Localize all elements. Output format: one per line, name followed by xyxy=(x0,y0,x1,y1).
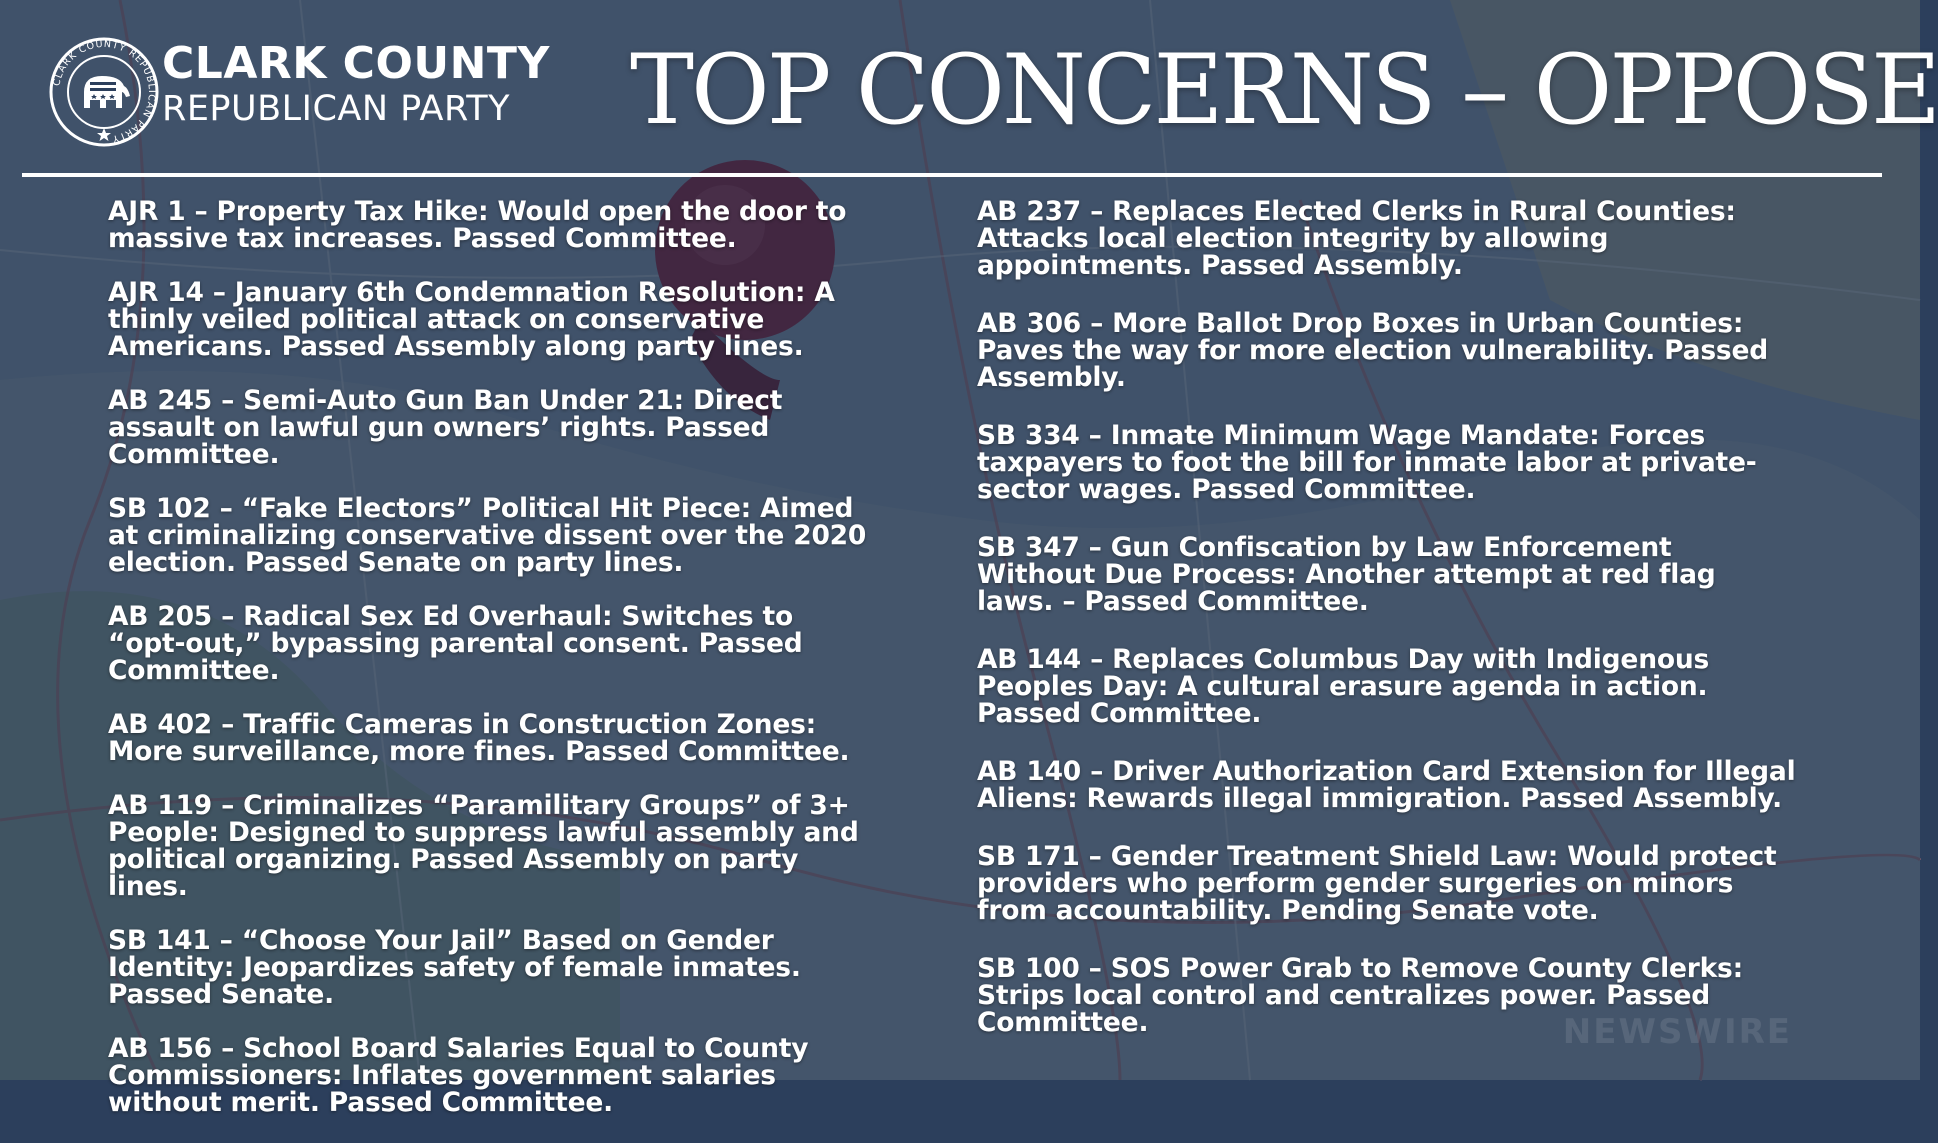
concern-item-ab306: AB 306 – More Ballot Drop Boxes in Urban Counties: Paves the way for more election vulnerability. Passed Assembly. xyxy=(977,308,1769,393)
party-name xyxy=(162,38,550,129)
concern-item-sb100: SB 100 – SOS Power Grab to Remove County Clerks: Strips local control and centralizes power. Passed Committee. xyxy=(977,953,1744,1038)
party-name-line1: CLARK COUNTY xyxy=(162,38,550,89)
concern-item-ab119: AB 119 – Criminalizes “Paramilitary Groups” of 3+ People: Designed to suppress lawful assembly and political organizing. Passed Assembly on party lines. xyxy=(108,790,859,902)
party-seal-logo xyxy=(48,36,160,148)
concern-item-ab140: AB 140 – Driver Authorization Card Extension for Illegal Aliens: Rewards illegal immigration. Passed Assembly. xyxy=(977,756,1796,814)
concern-item-ab144: AB 144 – Replaces Columbus Day with Indigenous Peoples Day: A cultural erasure agenda in action. Passed Committee. xyxy=(977,644,1710,729)
concern-item-sb102: SB 102 – “Fake Electors” Political Hit Piece: Aimed at criminalizing conservative dissent over the 2020 election. Passed Senate on party lines. xyxy=(108,493,867,578)
concern-item-ajr14: AJR 14 – January 6th Condemnation Resolution: A thinly veiled political attack on conservative Americans. Passed Assembly along party lines. xyxy=(108,277,835,362)
svg-text:CLARK COUNTY REPUBLICAN PARTY: CLARK COUNTY REPUBLICAN PARTY xyxy=(51,38,158,145)
concern-item-sb171: SB 171 – Gender Treatment Shield Law: Would protect providers who perform gender surgeries on minors from accountability. Pending Senate vote. xyxy=(977,841,1777,926)
concern-item-ab156: AB 156 – School Board Salaries Equal to County Commissioners: Inflates government salaries without merit. Passed Committee. xyxy=(108,1033,809,1118)
concern-item-sb347: SB 347 – Gun Confiscation by Law Enforcement Without Due Process: Another attempt at red flag laws. – Passed Committee. xyxy=(977,532,1716,617)
concern-item-ab245: AB 245 – Semi-Auto Gun Ban Under 21: Direct assault on lawful gun owners’ rights. Passed Committee. xyxy=(108,385,783,470)
concern-item-ab205: AB 205 – Radical Sex Ed Overhaul: Switches to “opt-out,” bypassing parental consent. Passed Committee. xyxy=(108,601,803,686)
party-name-line2: REPUBLICAN PARTY xyxy=(162,89,511,129)
page-title: TOP CONCERNS – OPPOSE xyxy=(630,34,1938,146)
newswire-watermark: NEWSWIRE xyxy=(1562,1012,1792,1052)
concern-item-sb141: SB 141 – “Choose Your Jail” Based on Gender Identity: Jeopardizes safety of female inmates. Passed Senate. xyxy=(108,925,801,1010)
elephant-seal-icon xyxy=(48,36,160,148)
concern-item-ab402: AB 402 – Traffic Cameras in Construction Zones: More surveillance, more fines. Passed Committee. xyxy=(108,709,850,767)
left-concerns-list xyxy=(108,198,868,1143)
concern-item-sb334: SB 334 – Inmate Minimum Wage Mandate: Forces taxpayers to foot the bill for inmate labor at private-sector wages. Passed Committee. xyxy=(977,420,1757,505)
right-concerns-list xyxy=(977,198,1797,1067)
header-divider xyxy=(22,173,1882,177)
concern-item-ab237: AB 237 – Replaces Elected Clerks in Rural Counties: Attacks local election integrity by allowing appointments. Passed Assembly. xyxy=(977,196,1736,281)
concern-item-ajr1: AJR 1 – Property Tax Hike: Would open the door to massive tax increases. Passed Committee. xyxy=(108,196,847,254)
